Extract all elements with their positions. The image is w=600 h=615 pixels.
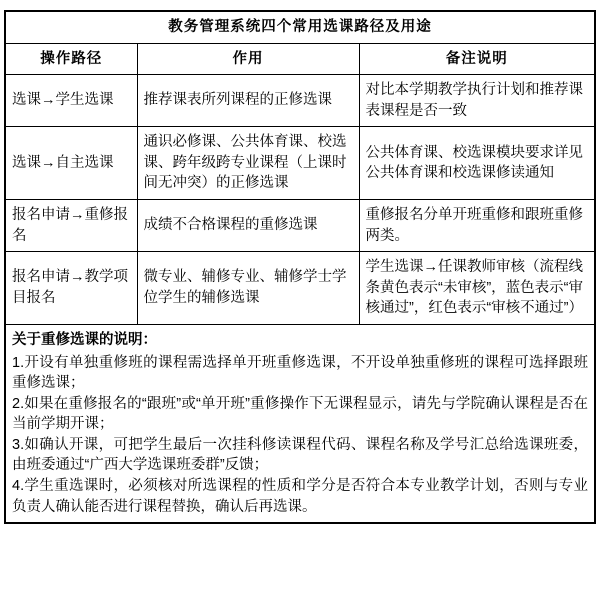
cell-use: 推荐课表所列课程的正修选课	[137, 75, 359, 127]
notes-heading: 关于重修选课的说明：	[12, 331, 157, 348]
column-header-use: 作用	[137, 43, 359, 75]
course-path-table	[4, 10, 596, 524]
notes-item: 3.如确认开课，可把学生最后一次挂科修读课程代码、课程名称及学号汇总给选课班委，由班委通过“广西大学选课班委群”反馈；	[12, 436, 588, 474]
page-title: 教务管理系统四个常用选课路径及用途	[5, 11, 595, 43]
notes-block	[5, 324, 595, 523]
cell-use: 成绩不合格课程的重修选课	[137, 200, 359, 252]
notes-item: 2.如果在重修报名的“跟班”或“单开班”重修操作下无课程显示，请先与学院确认课程是否在当前学期开课；	[12, 395, 588, 433]
table-header-row	[5, 43, 595, 75]
cell-note: 重修报名分单开班重修和跟班重修两类。	[359, 200, 595, 252]
cell-path: 选课→自主选课	[5, 127, 137, 200]
table-title-row	[5, 11, 595, 43]
table-row	[5, 252, 595, 325]
table-row	[5, 200, 595, 252]
cell-path: 选课→学生选课	[5, 75, 137, 127]
cell-path: 报名申请→教学项目报名	[5, 252, 137, 325]
notes-item: 1.开设有单独重修班的课程需选择单开班重修选课，不开设单独重修班的课程可选择跟班重修选课；	[12, 354, 588, 392]
column-header-path: 操作路径	[5, 43, 137, 75]
cell-note: 学生选课→任课教师审核（流程线条黄色表示“未审核”，蓝色表示“审核通过”，红色表示“审核不通过”）	[359, 252, 595, 325]
cell-use: 通识必修课、公共体育课、校选课、跨年级跨专业课程（上课时间无冲突）的正修选课	[137, 127, 359, 200]
table-row	[5, 75, 595, 127]
cell-use: 微专业、辅修专业、辅修学士学位学生的辅修选课	[137, 252, 359, 325]
notes-item: 4.学生重选课时，必须核对所选课程的性质和学分是否符合本专业教学计划，否则与专业负责人确认能否进行课程替换，确认后再选课。	[12, 477, 588, 515]
notes-row	[5, 324, 595, 523]
cell-note: 对比本学期教学执行计划和推荐课表课程是否一致	[359, 75, 595, 127]
cell-note: 公共体育课、校选课模块要求详见公共体育课和校选课修读通知	[359, 127, 595, 200]
table-row	[5, 127, 595, 200]
cell-path: 报名申请→重修报名	[5, 200, 137, 252]
column-header-note: 备注说明	[359, 43, 595, 75]
